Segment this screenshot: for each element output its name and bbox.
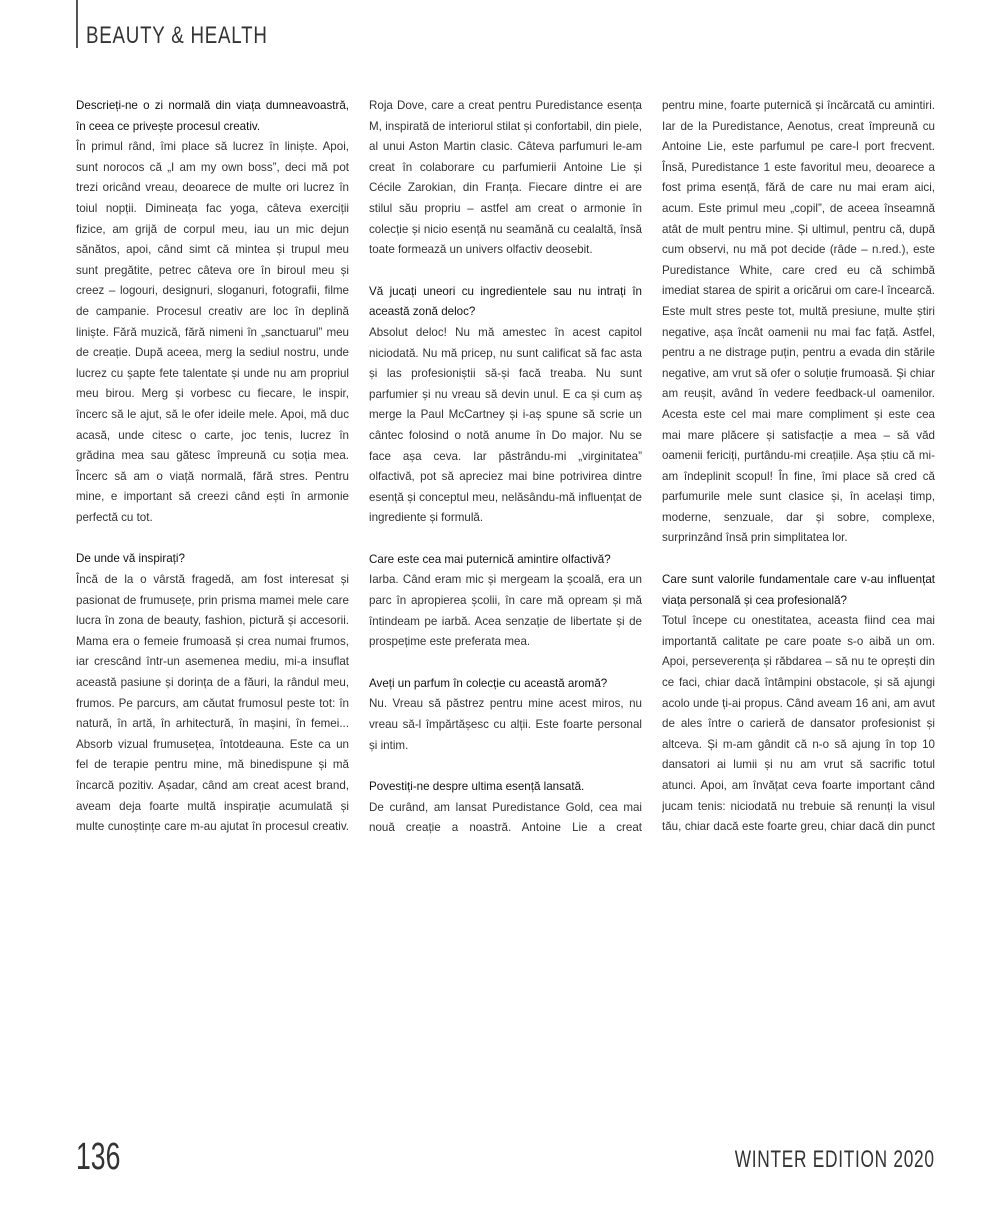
interview-answer: Absolut deloc! Nu mă amestec în acest capitol niciodată. Nu mă pricep, nu sunt calificat să fac asta și las profesioniștii să-și facă treaba. Nu sunt parfumier și nu vreau să devin unul. E ca și cum aș merge la Paul McCartney și i-aș spune să scrie un cântec folosind o notă anume în Do major. Nu se face așa ceva. Iar păstrându-mi „virginitatea” olfactivă, pot să apreciez mai bine potrivirea dintre esență și conceptul meu, nelăsându-mă influențat de ingrediente și formulă. [369, 325, 642, 525]
paragraph-gap [369, 653, 642, 674]
interview-answer: Iarba. Când eram mic și mergeam la școală, era un parc în apropierea școlii, în care mă opream și mă întindeam pe iarbă. Acea senzație de libertate și de prospețime este preferata mea. [369, 573, 642, 649]
interview-question: Vă jucați uneori cu ingredientele sau nu intrați în această zonă deloc? [369, 284, 642, 319]
interview-answer: De curând, am lansat Puredistance Gold, cea mai nouă creație a noastră. Antoine Lie a creat [369, 800, 642, 835]
paragraph-gap [662, 549, 935, 570]
section-title: BEAUTY & HEALTH [86, 22, 268, 49]
interview-answer: În primul rând, îmi place să lucrez în liniște. Apoi, sunt norocos că „I am my own boss”, deci mă pot trezi oricând vreau, deoarece de multe ori lucrez în toiul nopții. Dimineața fac yoga, câteva exerciții fizice, am grijă de corpul meu, iau un mic dejun sănătos, apoi, când simt că mintea și trupul meu sunt pregătite, petrec câteva ore în biroul meu și creez – logouri, designuri, sloganuri, fotografii, filme de campanie. Procesul creativ are loc în deplină liniște. Fără muzică, fără nimeni în „sanctuarul” meu de creație. După aceea, merg la sediul nostru, unde lucrez cu șapte fete talentate și unde nu am propriul meu birou. Merg și vorbesc cu fiecare, le inspir, încerc să le ajut, să le ofer ideile mele. Apoi, mă duc acasă, unde citesc o carte, joc tenis, lucrez în grădina mea sau gătesc împreună cu soția mea. Încerc să am o viață normală, fără stres. Pentru mine, e important să creezi când ești în armonie perfectă cu tot. [76, 140, 349, 524]
paragraph-gap [369, 529, 642, 550]
interview-answer: Încă de la o vârstă fragedă, am fost interesat și pasionat de frumusețe, prin prisma mamei mele care lucra în zona de beauty, fashion, pictură și accesorii. Mama era o femeie frumoasă și crea numai frumos, iar crescând într-un asemenea mediu, mi-a insuflat această pasiune și dorința de a făuri, la rândul meu, frumos. Pe parcurs, am căutat frumosul peste tot: în natură, în artă, în arhitectură, în mașini, în femei... Absorb vizual frumusețea, întotdeauna. Este ca un fel de terapie pentru mine, mă binedispune și mă încarcă pozitiv. Așadar, când am creat acest brand, aveam deja foarte multă inspirație acumulată și multe cunoștințe care m-au ajutat în procesul creativ. [76, 573, 349, 834]
interview-question: Care este cea mai puternică amintire olfactivă? [369, 552, 611, 566]
paragraph-gap [369, 756, 642, 777]
text-column-2 [369, 96, 642, 841]
article-body [76, 96, 936, 841]
paragraph-gap [76, 528, 349, 549]
interview-answer: Roja Dove, care a creat pentru Puredistance esența M, inspirată de interiorul stilat și confortabil, din piele, al unui Aston Martin clasic. Câteva parfumuri le-am creat în colaborare cu parfumierii Antoine Lie și Cécile Zarokian, din Franța. Fiecare dintre ei are stilul său propriu – astfel am creat o armonie în colecție și nicio esență nu seamănă cu cealaltă, însă toate formează un univers olfactiv deosebit. [369, 99, 642, 257]
interview-answer: Totul începe cu onestitatea, aceasta fiind cea mai importantă calitate pe care poate s-o aibă un om. Apoi, perseverența și răbdarea – să nu te oprești din ce faci, chiar dacă întâmpini obstacole, și să ajungi acolo unde ți-ai propus. Când aveam 16 ani, am avut de ales între o carieră de dansator profesionist și altceva. Și m-am gândit că n-o să ajung în top 10 dansatori ai lumii și nu am vrut să sacrific totul atunci. Apoi, am învățat ceva foarte important când jucam tenis: niciodată nu trebuie să renunți la visul tău, chiar dacă este foarte greu, chiar dacă din punct [662, 614, 935, 834]
page-number: 136 [76, 1136, 121, 1178]
interview-question: De unde vă inspirați? [76, 552, 185, 566]
paragraph-gap [369, 261, 642, 282]
interview-question: Care sunt valorile fundamentale care v-au influențat viața personală și cea profesională? [662, 573, 935, 607]
interview-answer: Nu. Vreau să păstrez pentru mine acest miros, nu vreau să-l împărtășesc cu alții. Este foarte personal și intim. [369, 697, 642, 752]
text-column-1 [76, 96, 349, 841]
edition-label: WINTER EDITION 2020 [735, 1146, 935, 1173]
interview-answer: pentru mine, foarte puternică și încărcată cu amintiri. Iar de la Puredistance, Aenotus, creat împreună cu Antoine Lie, este parfumul pe care-l port frecvent. Însă, Puredistance 1 este favoritul meu, deoarece a fost prima esență, fără de care nu mai eram aici, acum. Este primul meu „copil”, de aceea înseamnă atât de mult pentru mine. Și ultimul, pentru că, după cum observi, nu mă pot decide (râde – n.red.), este Puredistance White, care cred eu că schimbă imediat starea de spirit a oricărui om care-l încearcă. Este mult stres peste tot, multă presiune, multe știri negative, așa încât oamenii nu mai fac față. Astfel, pentru a ne distrage puțin, pentru a evada din stările negative, am vrut să ofer o soluție frumoasă. Și chiar am reușit, având în vedere feedback-ul oamenilor. Acesta este cel mai mare compliment și este cea mai mare plăcere și satisfacție a mea – să văd oamenii fericiți, purtându-mi creațiile. Așa știu că mi-am îndeplinit scopul! În fine, îmi place să cred că parfumurile mele sunt clasice și, în același timp, moderne, senzuale, dar și sobre, complexe, surprinzând însă prin simplitatea lor. [662, 99, 935, 545]
interview-question: Povestiți-ne despre ultima esență lansată. [369, 780, 585, 794]
header-rule [76, 0, 78, 48]
interview-question: Descrieți-ne o zi normală din viața dumneavoastră, în ceea ce privește procesul creativ. [76, 99, 349, 133]
text-column-3 [662, 96, 935, 841]
interview-question: Aveți un parfum în colecție cu această aromă? [369, 676, 608, 690]
